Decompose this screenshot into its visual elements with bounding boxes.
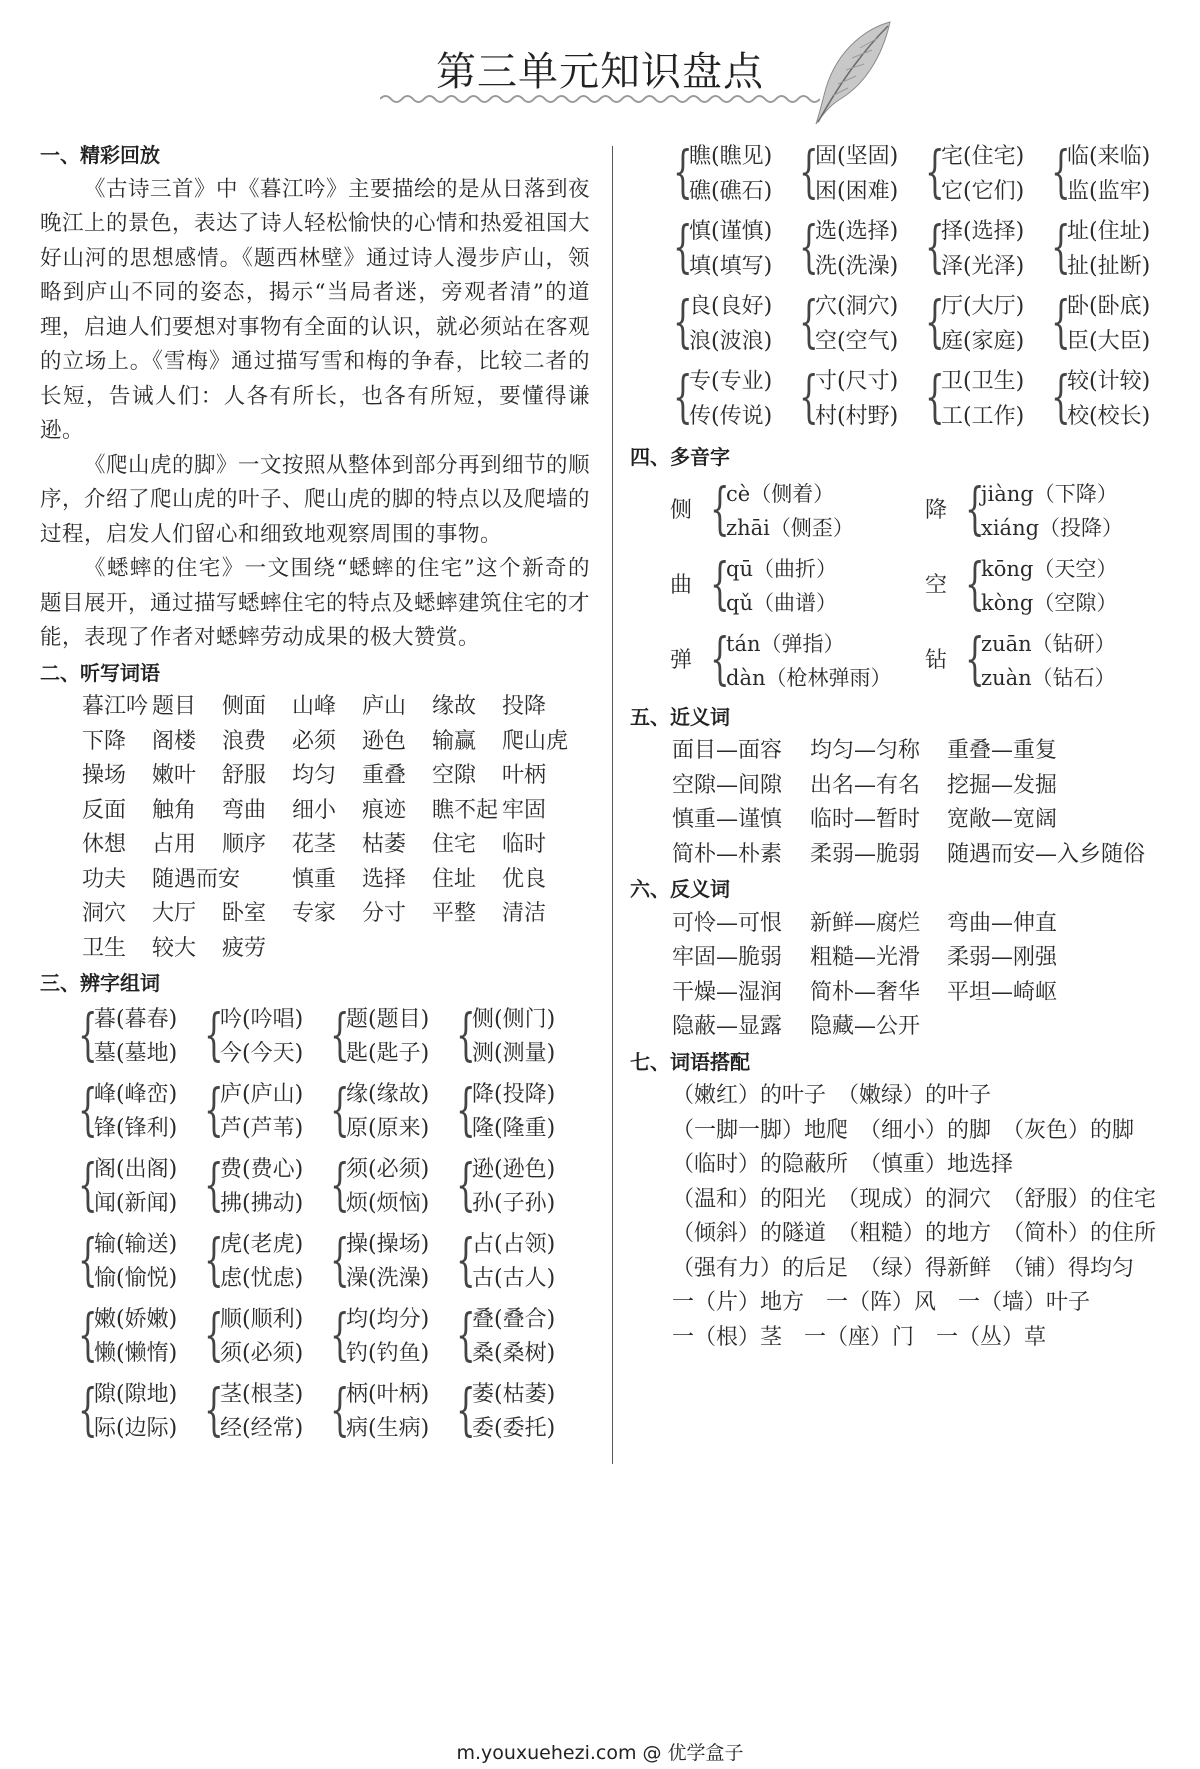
dictation-word: 操场: [82, 763, 127, 788]
char-word: { 址(住址): [1067, 219, 1151, 244]
char-word: { 嫩(娇嫩): [94, 1306, 178, 1332]
dictation-word: 牢固: [502, 797, 547, 823]
char-word: { 较(计较): [1067, 369, 1151, 394]
word-pair: 平坦—崎岖: [947, 979, 1058, 1005]
char-word: { 萎(枯萎): [472, 1381, 556, 1407]
char-pair: [332, 1303, 458, 1372]
right-column: [630, 138, 1170, 1355]
char-pair: [1053, 215, 1179, 284]
char-pair: [80, 1378, 206, 1447]
dictation-word: 触角: [152, 797, 197, 823]
char-word: 监(监牢): [1067, 178, 1151, 204]
char-word: { 宅(住宅): [941, 144, 1025, 169]
dictation-word: [222, 863, 292, 898]
polyphone-readings: [712, 552, 837, 621]
char-pair-group: [630, 140, 1170, 209]
dictation-word: 枯萎: [362, 832, 407, 857]
dictation-word: 山峰: [292, 694, 337, 719]
word-pair: 简朴—奢华: [810, 979, 921, 1005]
char-word: 愉(愉悦): [94, 1266, 178, 1291]
word-pair: 宽敞—宽阔: [947, 807, 1058, 832]
char-word: 庭(家庭): [941, 328, 1025, 354]
char-word: 隆(隆重): [472, 1116, 556, 1141]
char-word: 校(校长): [1067, 403, 1151, 429]
char-word: { 降(投降): [472, 1081, 556, 1107]
column-divider: [612, 146, 613, 1464]
dictation-word: 疲劳: [222, 935, 267, 961]
word-row: [40, 690, 590, 725]
char-word: 臣(大臣): [1067, 328, 1151, 354]
char-pair: [206, 1228, 332, 1297]
word-pair-row: [630, 941, 1170, 976]
char-pair-group: [40, 1153, 590, 1222]
char-word: 测(测量): [472, 1041, 556, 1066]
antonym-list: [630, 907, 1170, 1045]
section-heading-polyphones: 四、多音字: [630, 445, 730, 469]
word-pair: 挖掘—发掘: [947, 772, 1058, 798]
dictation-word: 细小: [292, 797, 337, 823]
polyphone-char: 空: [925, 572, 948, 598]
char-word: 空(空气): [815, 328, 899, 354]
dictation-word: 专家: [292, 901, 337, 926]
dictation-word: 选择: [362, 866, 407, 892]
char-word: { 叠(叠合): [472, 1306, 556, 1332]
word-pair: 慎重—谨慎: [672, 807, 783, 832]
char-pair: [80, 1078, 206, 1147]
char-pair: [1053, 290, 1179, 359]
char-word: 芦(芦苇): [220, 1116, 304, 1141]
collocation-row: 一（根）茎 一（座）门 一（丛）草: [672, 1324, 1047, 1350]
char-word: { 操(操场): [346, 1231, 430, 1257]
collocation-row: （嫩红）的叶子 （嫩绿）的叶子: [672, 1083, 992, 1108]
word-pair: 柔弱—刚强: [947, 945, 1058, 970]
dictation-word: 重叠: [362, 763, 407, 788]
char-word: { 费(费心): [220, 1156, 304, 1182]
word-pair: 隐蔽—显露: [672, 1014, 783, 1039]
char-word: 原(原来): [346, 1116, 430, 1141]
word-pair: 均匀—匀称: [810, 738, 921, 763]
polyphone-item: [670, 477, 925, 546]
word-row: [40, 794, 590, 829]
char-word: { 厅(大厅): [941, 294, 1025, 319]
char-word: { 虎(老虎): [220, 1231, 304, 1257]
paragraph: 《蟋蟀的住宅》一文围绕“蟋蟀的住宅”这个新奇的题目展开，通过描写蟋蟀住宅的特点及蟋蟀建筑住宅的才能，表现了作者对蟋蟀劳动成果的极大赞赏。: [40, 556, 591, 650]
char-pair: [80, 1003, 206, 1072]
char-pair: [332, 1378, 458, 1447]
dictation-word: 卧室: [222, 901, 267, 926]
reading: { kōng（天空）: [981, 556, 1118, 581]
char-word: { 专(专业): [689, 369, 773, 394]
word-pair: 面目—面容: [672, 738, 783, 763]
dictation-word: 缘故: [432, 694, 477, 719]
dictation-word: 占用: [152, 832, 197, 857]
section-heading-synonyms: 五、近义词: [630, 704, 730, 729]
char-word: { 穴(洞穴): [815, 294, 899, 319]
char-word: 匙(匙子): [346, 1041, 430, 1066]
char-word: 闻(新闻): [94, 1191, 178, 1216]
dictation-word: 均匀: [292, 763, 337, 788]
char-word: { 择(选择): [941, 219, 1025, 244]
collocation-row: （倾斜）的隧道 （粗糙）的地方 （简朴）的住所: [672, 1221, 1157, 1246]
char-word: 今(今天): [220, 1041, 304, 1066]
char-word: 澡(洗澡): [346, 1266, 430, 1291]
char-word: 浪(波浪): [689, 328, 773, 354]
char-word: 际(边际): [94, 1416, 178, 1441]
dictation-word: 弯曲: [222, 797, 267, 823]
dictation-word: 住宅: [432, 832, 477, 857]
char-word: { 卧(卧底): [1067, 294, 1151, 319]
char-pair-group: [40, 1303, 590, 1372]
char-pair: [206, 1078, 332, 1147]
char-word: { 茎(根茎): [220, 1381, 304, 1407]
char-word: { 固(坚固): [815, 144, 899, 169]
word-pair-row: [630, 734, 1170, 769]
char-word: 泽(光泽): [941, 253, 1025, 279]
char-word: 礁(礁石): [689, 178, 773, 204]
reading: { tán（弹指）: [726, 631, 845, 656]
word-row: [40, 725, 590, 760]
word-pair-row: [630, 1010, 1170, 1045]
char-pair: [1053, 365, 1179, 434]
char-pair: [206, 1378, 332, 1447]
char-word: { 顺(顺利): [220, 1306, 304, 1332]
dictation-word: 花茎: [292, 832, 337, 857]
word-row: [40, 828, 590, 863]
feather-icon: [808, 18, 898, 128]
collocation-row: （一脚一脚）地爬 （细小）的脚 （灰色）的脚: [672, 1117, 1135, 1143]
char-word: 传(传说): [689, 403, 773, 429]
char-word: { 良(良好): [689, 294, 773, 319]
reading: { jiàng（下降）: [981, 481, 1118, 506]
char-word: { 寸(尺寸): [815, 369, 899, 394]
dictation-word: 痕迹: [362, 797, 407, 823]
polyphone-item: [925, 552, 1180, 621]
char-word: { 侧(侧门): [472, 1006, 556, 1032]
word-pair: 新鲜—腐烂: [810, 910, 921, 936]
word-pair: 出名—有名: [810, 772, 921, 798]
dictation-word: 逊色: [362, 728, 407, 754]
reading: { cè（侧着）: [726, 481, 835, 506]
dictation-word: 庐山: [362, 694, 407, 719]
collocation-row: （临时）的隐蔽所 （慎重）地选择: [672, 1152, 1014, 1177]
char-word: { 缘(缘故): [346, 1081, 430, 1107]
char-pair: [927, 290, 1053, 359]
char-word: { 题(题目): [346, 1006, 430, 1032]
word-pair: 临时—暂时: [810, 807, 921, 832]
char-pair: [206, 1153, 332, 1222]
char-word: 拂(拂动): [220, 1191, 304, 1216]
char-word: 虑(忧虑): [220, 1266, 304, 1291]
polyphone-readings: [712, 627, 892, 696]
char-pair: [675, 290, 801, 359]
char-word: { 临(来临): [1067, 144, 1151, 169]
paragraph: 《爬山虎的脚》一文按照从整体到部分再到细节的顺序，介绍了爬山虎的叶子、爬山虎的脚的特点以及爬墙的过程，启发人们留心和细致地观察周围的事物。: [40, 452, 591, 547]
char-word: 桑(桑树): [472, 1341, 556, 1366]
word-pair: 弯曲—伸直: [947, 910, 1058, 936]
char-pair: [458, 1078, 584, 1147]
char-word: 孙(子孙): [472, 1191, 556, 1216]
word-pair: 牢固—脆弱: [672, 945, 783, 970]
char-word: 墓(墓地): [94, 1041, 178, 1066]
word-pair-row: [630, 907, 1170, 942]
footer-url: m.youxuehezi.com @ 优学盒子: [456, 1742, 744, 1764]
char-pair: [332, 1078, 458, 1147]
dictation-word: 反面: [82, 797, 127, 823]
reading: { qū（曲折）: [726, 556, 837, 581]
dictation-word: 输赢: [432, 728, 477, 754]
word-pair-row: [630, 803, 1170, 838]
word-pair: 空隙—间隙: [672, 772, 783, 798]
char-word: 委(委托): [472, 1416, 556, 1441]
polyphone-char: 曲: [670, 572, 693, 598]
char-word: { 须(必须): [346, 1156, 430, 1182]
polyphone-char: 弹: [670, 647, 693, 673]
polyphone-item: [670, 627, 925, 696]
dictation-word: 空隙: [432, 763, 477, 788]
dictation-words: [40, 690, 590, 966]
polyphone-char: 侧: [670, 497, 693, 523]
char-word: 钓(钓鱼): [346, 1341, 430, 1366]
char-word: { 吟(吟唱): [220, 1006, 304, 1032]
polyphone-item: [670, 552, 925, 621]
word-row: [40, 897, 590, 932]
char-word: 它(它们): [941, 178, 1025, 204]
char-word: { 柄(叶柄): [346, 1381, 430, 1407]
char-word: { 峰(峰峦): [94, 1081, 178, 1107]
polyphone-readings: [967, 552, 1117, 621]
char-word: { 占(占领): [472, 1231, 556, 1257]
char-pair: [801, 140, 927, 209]
reading: dàn（枪林弹雨）: [726, 666, 892, 690]
word-pair: 随遇而安—入乡随俗: [947, 841, 1146, 867]
char-word: { 均(均分): [346, 1306, 430, 1332]
dictation-word: 分寸: [362, 901, 407, 926]
dictation-word: 洞穴: [82, 901, 127, 926]
collocation-row: 一（片）地方 一（阵）风 一（墙）叶子: [672, 1290, 1091, 1315]
char-word: 工(工作): [941, 403, 1025, 429]
polyphone-list: [630, 477, 1170, 696]
char-word: 扯(扯断): [1067, 253, 1151, 279]
dictation-word: 瞧不起: [432, 797, 499, 823]
word-pair: 重叠—重复: [947, 738, 1058, 763]
dictation-word: 顺序: [222, 832, 267, 857]
paragraph: 《古诗三首》中《暮江吟》主要描绘的是从日落到夜晚江上的景色，表达了诗人轻松愉快的心情和热爱祖国大好山河的思想感情。《题西林壁》通过诗人漫步庐山，领略到庐山不同的姿态，揭示“当局者迷，旁观者清”的道理，启迪人们要想对事物有全面的认识，就必须站在客观的立场上。《雪梅》通过描写雪和梅的争春，比较二者的长短，告诫人们：人各有所长，也各有所短，要懂得谦逊。: [40, 176, 591, 443]
char-pair: [1053, 140, 1179, 209]
header: [0, 34, 1200, 104]
collocation-row: （强有力）的后足 （绿）得新鲜 （铺）得均匀: [672, 1255, 1135, 1281]
char-word: 填(填写): [689, 253, 773, 279]
char-pairs-left: [40, 1003, 590, 1447]
dictation-word: 舒服: [222, 763, 267, 788]
dictation-word: 优良: [502, 866, 547, 892]
word-pair: 粗糙—光滑: [810, 945, 921, 970]
polyphone-char: 钻: [925, 647, 948, 673]
page-title: 第三单元知识盘点: [436, 49, 764, 95]
reading: qǔ（曲谱）: [726, 591, 837, 615]
char-pair: [332, 1153, 458, 1222]
char-word: 经(经常): [220, 1416, 304, 1441]
reading: kòng（空隙）: [981, 591, 1118, 615]
char-pair: [801, 290, 927, 359]
char-pair: [675, 215, 801, 284]
section-heading-distinguish: 三、辨字组词: [40, 971, 160, 995]
dictation-word: 功夫: [82, 866, 127, 892]
char-word: 洗(洗澡): [815, 253, 899, 279]
polyphone-item: [925, 477, 1180, 546]
char-word: 锋(锋利): [94, 1116, 178, 1141]
char-word: 烦(烦恼): [346, 1191, 430, 1216]
char-pair: [332, 1003, 458, 1072]
dictation-word: 叶柄: [502, 763, 547, 788]
char-pair: [458, 1228, 584, 1297]
dictation-word: 嫩叶: [152, 763, 197, 788]
char-pair: [332, 1228, 458, 1297]
wavy-underline: [380, 92, 820, 106]
char-pair: [458, 1003, 584, 1072]
dictation-word: 随遇而安: [152, 866, 241, 892]
dictation-word: 慎重: [292, 866, 337, 892]
dictation-word: 浪费: [222, 728, 267, 754]
char-pair: [458, 1303, 584, 1372]
char-word: { 选(选择): [815, 219, 899, 244]
char-pair-group: [40, 1228, 590, 1297]
word-pair: 隐藏—公开: [810, 1014, 921, 1039]
char-word: { 输(输送): [94, 1231, 178, 1257]
char-word: 须(必须): [220, 1341, 304, 1366]
section-heading-antonyms: 六、反义词: [630, 877, 730, 901]
char-pair: [206, 1303, 332, 1372]
dictation-word: 侧面: [222, 694, 267, 719]
char-pair-group: [40, 1003, 590, 1072]
char-word: { 庐(庐山): [220, 1081, 304, 1107]
char-pair-group: [630, 365, 1170, 434]
char-pair: [927, 215, 1053, 284]
section-heading-dictation: 二、听写词语: [40, 660, 160, 685]
dictation-word: 住址: [432, 866, 477, 892]
char-word: { 慎(谨慎): [689, 219, 773, 244]
char-word: { 卫(卫生): [941, 369, 1025, 394]
polyphone-readings: [712, 477, 854, 546]
char-pair: [458, 1378, 584, 1447]
char-pair: [80, 1153, 206, 1222]
word-pair-row: [630, 769, 1170, 804]
word-row: [40, 932, 590, 967]
char-pair: [675, 140, 801, 209]
reading: xiáng（投降）: [981, 516, 1124, 540]
collocation-row: （温和）的阳光 （现成）的洞穴 （舒服）的住宅: [672, 1186, 1157, 1212]
word-row: [40, 759, 590, 794]
word-pair: 柔弱—脆弱: [810, 841, 921, 867]
char-word: 村(村野): [815, 403, 899, 429]
word-pair-row: [630, 976, 1170, 1011]
char-pair: [801, 215, 927, 284]
char-pair: [206, 1003, 332, 1072]
section-heading-review: 一、精彩回放: [40, 143, 160, 167]
dictation-word: 清洁: [502, 901, 547, 926]
dictation-word: 临时: [502, 832, 547, 857]
char-pair-group: [630, 215, 1170, 284]
word-row: [40, 863, 590, 898]
dictation-word: 投降: [502, 694, 547, 719]
dictation-word: 大厅: [152, 901, 197, 926]
char-word: 古(古人): [472, 1266, 556, 1291]
synonym-list: [630, 734, 1170, 872]
word-pair: 简朴—朴素: [672, 841, 783, 867]
dictation-word: 卫生: [82, 935, 127, 961]
dictation-word: 题目: [152, 694, 197, 719]
dictation-word: 暮江吟: [82, 694, 149, 719]
dictation-word: 平整: [432, 901, 477, 926]
word-pair-row: [630, 838, 1170, 873]
char-pair: [927, 365, 1053, 434]
reading: zuàn（钻石）: [981, 666, 1116, 690]
polyphone-readings: [967, 627, 1116, 696]
char-pair: [801, 365, 927, 434]
char-pairs-right: [630, 140, 1170, 434]
char-word: 懒(懒惰): [94, 1341, 178, 1366]
char-word: { 阁(出阁): [94, 1156, 178, 1182]
collocation-list: [630, 1079, 1170, 1355]
section-heading-collocations: 七、词语搭配: [630, 1049, 750, 1074]
dictation-word: 较大: [152, 935, 197, 961]
char-pair-group: [630, 290, 1170, 359]
reading: zhāi（侧歪）: [726, 516, 854, 540]
left-column: [40, 138, 590, 1453]
char-word: { 隙(隙地): [94, 1381, 178, 1407]
char-word: { 逊(逊色): [472, 1156, 556, 1182]
char-word: { 瞧(瞧见): [689, 144, 773, 169]
polyphone-readings: [967, 477, 1123, 546]
dictation-word: 休想: [82, 832, 127, 857]
reading: { zuān（钻研）: [981, 631, 1116, 656]
polyphone-item: [925, 627, 1180, 696]
char-pair: [458, 1153, 584, 1222]
char-word: 病(生病): [346, 1416, 430, 1441]
char-word: { 暮(暮春): [94, 1006, 178, 1032]
char-pair: [80, 1303, 206, 1372]
char-pair-group: [40, 1078, 590, 1147]
word-pair: 可怜—可恨: [672, 910, 783, 936]
dictation-word: 下降: [82, 728, 127, 754]
char-pair: [927, 140, 1053, 209]
dictation-word: 必须: [292, 728, 337, 754]
dictation-word: 阁楼: [152, 728, 197, 754]
word-pair: 干燥—湿润: [672, 979, 783, 1005]
polyphone-char: 降: [925, 497, 948, 523]
dictation-word: 爬山虎: [502, 728, 569, 754]
char-pair: [80, 1228, 206, 1297]
char-word: 困(困难): [815, 178, 899, 204]
char-pair-group: [40, 1378, 590, 1447]
char-pair: [675, 365, 801, 434]
